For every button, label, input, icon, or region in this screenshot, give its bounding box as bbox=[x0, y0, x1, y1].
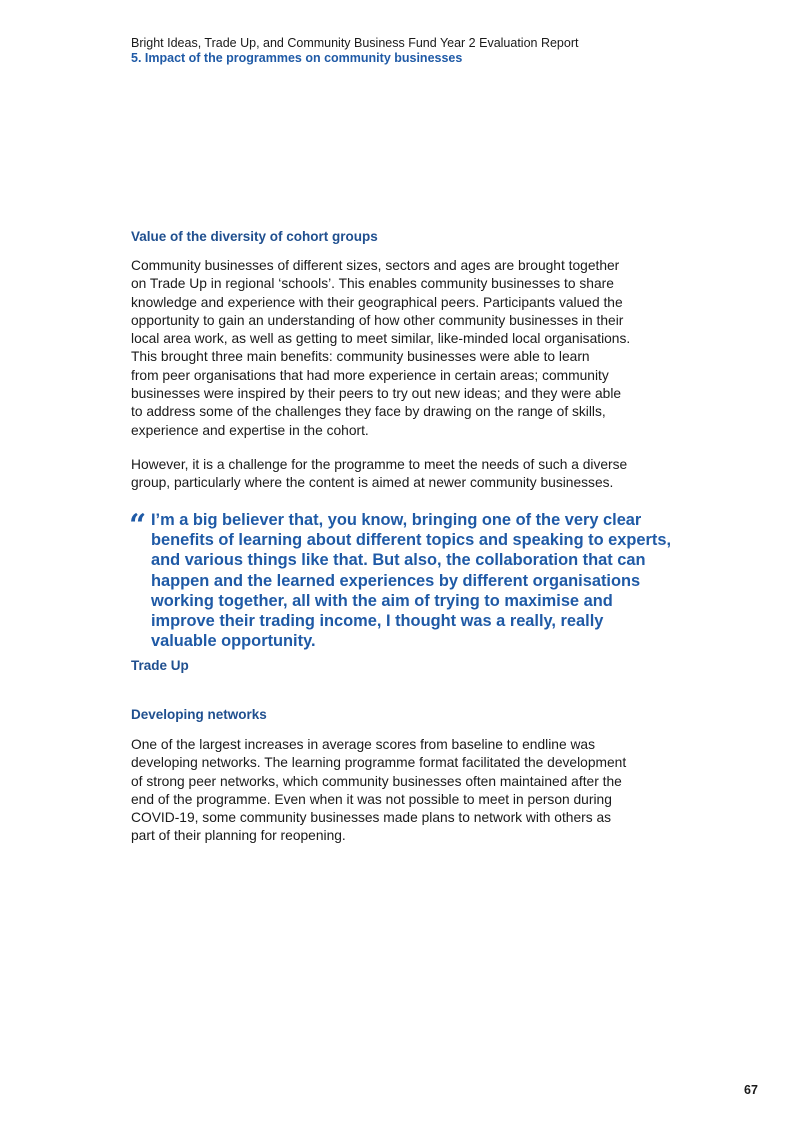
text-line: part of their planning for reopening. bbox=[131, 828, 346, 844]
text-line: developing networks. The learning programme format facilitated the development bbox=[131, 755, 627, 771]
text-line: businesses were inspired by their peers to try out new ideas; and they were able bbox=[131, 386, 622, 402]
text-line: opportunity to gain an understanding of how other community businesses in their bbox=[131, 312, 624, 328]
text-line: experience and expertise in the cohort. bbox=[131, 422, 369, 438]
quote-line: I’m a big believer that, you know, bringing one of the very clear bbox=[151, 511, 642, 529]
text-line: One of the largest increases in average scores from baseline to endline was bbox=[131, 737, 595, 752]
quote-line: valuable opportunity. bbox=[151, 632, 316, 651]
quote-line: happen and the learned experiences by different organisations bbox=[151, 571, 641, 590]
paragraph-programme-challenge bbox=[131, 456, 671, 493]
quote-line: improve their trading income, I thought was a really, really bbox=[151, 612, 604, 631]
section-breadcrumb: 5. Impact of the programmes on community businesses bbox=[131, 51, 463, 65]
quote-mark-icon: “ bbox=[129, 508, 147, 543]
quote-line: working together, all with the aim of trying to maximise and bbox=[151, 591, 613, 610]
quote-attribution: Trade Up bbox=[131, 658, 189, 673]
text-line: However, it is a challenge for the programme to meet the needs of such a diverse bbox=[131, 457, 628, 472]
text-line: on Trade Up in regional ‘schools’. This enables community businesses to share bbox=[131, 276, 614, 292]
text-line: local area work, as well as getting to meet similar, like-minded local organisations. bbox=[131, 331, 631, 347]
quote-line: and various things like that. But also, the collaboration that can bbox=[151, 551, 646, 570]
text-line: group, particularly where the content is aimed at newer community businesses. bbox=[131, 475, 614, 491]
page-number: 67 bbox=[744, 1083, 758, 1097]
text-line: COVID-19, some community businesses made plans to network with others as bbox=[131, 810, 612, 826]
pull-quote bbox=[151, 510, 681, 651]
text-line: Community businesses of different sizes, sectors and ages are brought together bbox=[131, 258, 620, 273]
paragraph-cohort-diversity bbox=[131, 257, 671, 440]
text-line: from peer organisations that had more experience in certain areas; community bbox=[131, 367, 609, 383]
text-line: This brought three main benefits: community businesses were able to learn bbox=[131, 349, 590, 365]
text-line: end of the programme. Even when it was not possible to meet in person during bbox=[131, 791, 612, 807]
heading-developing-networks: Developing networks bbox=[131, 707, 267, 722]
report-title: Bright Ideas, Trade Up, and Community Business Fund Year 2 Evaluation Report bbox=[131, 36, 579, 50]
text-line: knowledge and experience with their geographical peers. Participants valued the bbox=[131, 294, 623, 310]
text-line: of strong peer networks, which community businesses often maintained after the bbox=[131, 773, 622, 789]
quote-line: benefits of learning about different topics and speaking to experts, bbox=[151, 531, 672, 550]
heading-cohort-diversity: Value of the diversity of cohort groups bbox=[131, 229, 378, 244]
text-line: to address some of the challenges they face by drawing on the range of skills, bbox=[131, 404, 606, 420]
paragraph-developing-networks bbox=[131, 736, 671, 846]
